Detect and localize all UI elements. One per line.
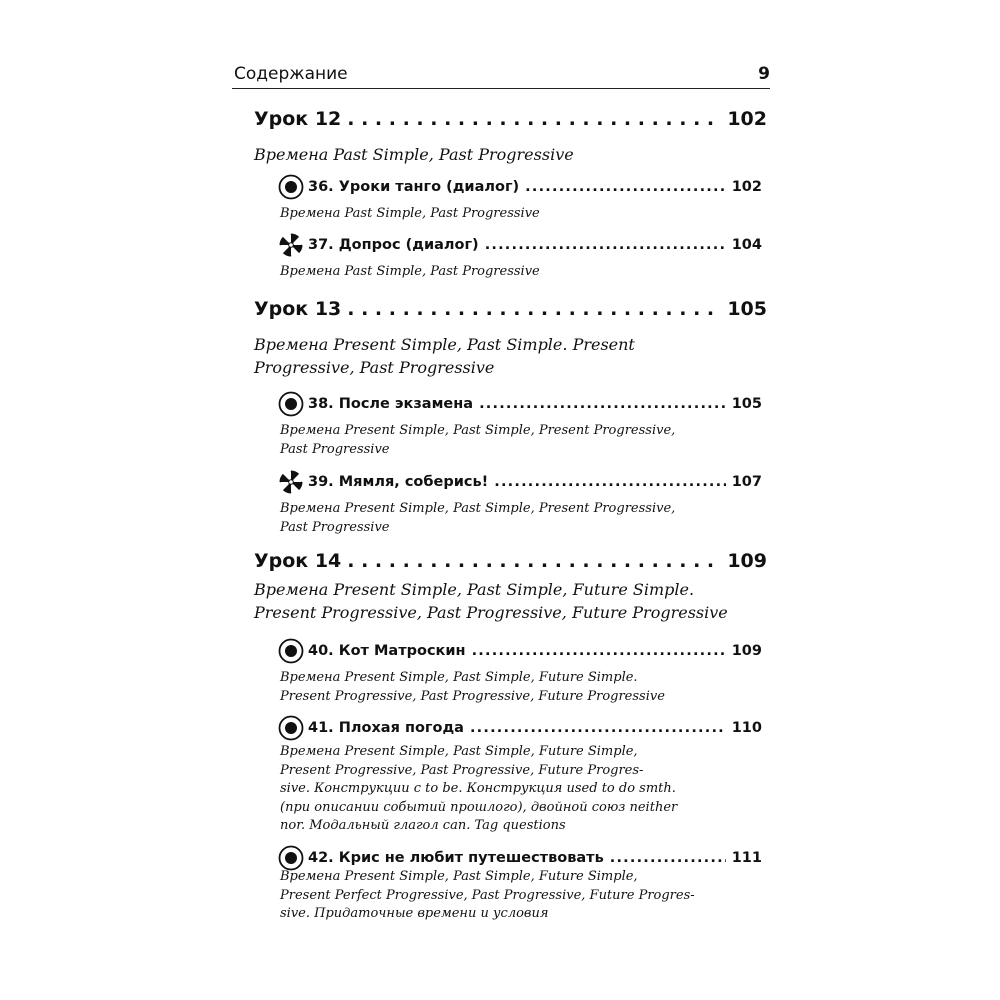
item-page: 104 xyxy=(731,237,762,253)
page-number: 9 xyxy=(758,64,770,84)
audio-icon xyxy=(278,638,304,664)
item-title: 36. Уроки танго (диалог) xyxy=(308,179,520,195)
toc-item[interactable] xyxy=(278,715,762,741)
toc-item[interactable] xyxy=(278,174,762,200)
item-page: 110 xyxy=(731,720,762,736)
description-line: Progressive, Past Progressive xyxy=(254,358,495,377)
item-description xyxy=(280,500,724,537)
description-line: Времена Present Simple, Past Simple, Future Simple. xyxy=(254,580,695,599)
leader-dots xyxy=(479,396,726,412)
leader-dots xyxy=(347,298,721,320)
lesson-description: Времена Past Simple, Past Progressive xyxy=(254,145,574,164)
item-title: 42. Крис не любит путешествовать xyxy=(308,850,604,866)
item-title: 37. Допрос (диалог) xyxy=(308,237,479,253)
spiral-icon xyxy=(278,469,304,495)
toc-item[interactable] xyxy=(278,232,762,258)
toc-item[interactable] xyxy=(278,469,762,495)
spiral-icon xyxy=(278,232,304,258)
description-line: Времена Present Simple, Past Simple. Present xyxy=(254,335,635,354)
lesson-title: Урок 14 xyxy=(254,550,342,572)
item-description xyxy=(280,422,724,459)
description-line: Present Perfect Progressive, Past Progressive, Future Progres- xyxy=(280,887,695,903)
item-page: 102 xyxy=(731,179,762,195)
audio-icon xyxy=(278,391,304,417)
item-title: 39. Мямля, соберись! xyxy=(308,474,489,490)
description-line: Времена Present Simple, Past Simple, Present Progressive, xyxy=(280,501,676,516)
item-description: Времена Past Simple, Past Progressive xyxy=(280,206,540,221)
leader-dots xyxy=(525,179,726,195)
leader-dots xyxy=(494,474,725,490)
description-line: Времена Present Simple, Past Simple, Present Progressive, xyxy=(280,423,676,438)
description-line: (при описании событий прошлого), двойной союз neither xyxy=(280,799,678,815)
item-title: 41. Плохая погода xyxy=(308,720,464,736)
lesson-page: 102 xyxy=(727,108,767,130)
leader-dots xyxy=(347,550,721,572)
item-description xyxy=(280,743,724,836)
lesson-page: 105 xyxy=(727,298,767,320)
description-line: Времена Present Simple, Past Simple, Future Simple, xyxy=(280,869,638,884)
leader-dots xyxy=(470,720,726,736)
toc-item[interactable] xyxy=(278,391,762,417)
item-page: 109 xyxy=(731,643,762,659)
item-page: 105 xyxy=(731,396,762,412)
description-line: nor. Модальный глагол can. Tag questions xyxy=(280,818,566,833)
lesson-heading[interactable] xyxy=(254,550,767,572)
description-line: Present Progressive, Past Progressive, Future Progres- xyxy=(280,762,644,778)
description-line: Времена Present Simple, Past Simple, Future Simple. xyxy=(280,670,638,685)
item-title: 38. После экзамена xyxy=(308,396,474,412)
page-header xyxy=(232,60,770,89)
description-line: Времена Present Simple, Past Simple, Future Simple, xyxy=(280,744,638,759)
page-title: Содержание xyxy=(234,64,348,84)
item-page: 107 xyxy=(731,474,762,490)
description-line: sive. Придаточные времени и условия xyxy=(280,906,549,921)
audio-icon xyxy=(278,715,304,741)
lesson-description xyxy=(254,333,764,379)
description-line: sive. Конструкции с to be. Конструкция used to do smth. xyxy=(280,781,676,796)
lesson-heading[interactable] xyxy=(254,108,767,130)
item-description xyxy=(280,868,724,924)
item-description xyxy=(280,669,724,706)
description-line: Past Progressive xyxy=(280,519,390,535)
lesson-title: Урок 12 xyxy=(254,108,342,130)
item-description: Времена Past Simple, Past Progressive xyxy=(280,264,540,279)
audio-icon xyxy=(278,174,304,200)
leader-dots xyxy=(610,850,726,866)
toc-item[interactable] xyxy=(278,638,762,664)
leader-dots xyxy=(485,237,726,253)
lesson-heading[interactable] xyxy=(254,298,767,320)
lesson-page: 109 xyxy=(727,550,767,572)
contents-page xyxy=(232,60,770,89)
description-line: Past Progressive xyxy=(280,441,390,457)
lesson-title: Урок 13 xyxy=(254,298,342,320)
description-line: Present Progressive, Past Progressive, Future Progressive xyxy=(280,688,665,704)
lesson-description xyxy=(254,578,764,624)
description-line: Present Progressive, Past Progressive, Future Progressive xyxy=(254,603,728,622)
leader-dots xyxy=(347,108,721,130)
item-title: 40. Кот Матроскин xyxy=(308,643,466,659)
leader-dots xyxy=(472,643,726,659)
item-page: 111 xyxy=(731,850,762,866)
